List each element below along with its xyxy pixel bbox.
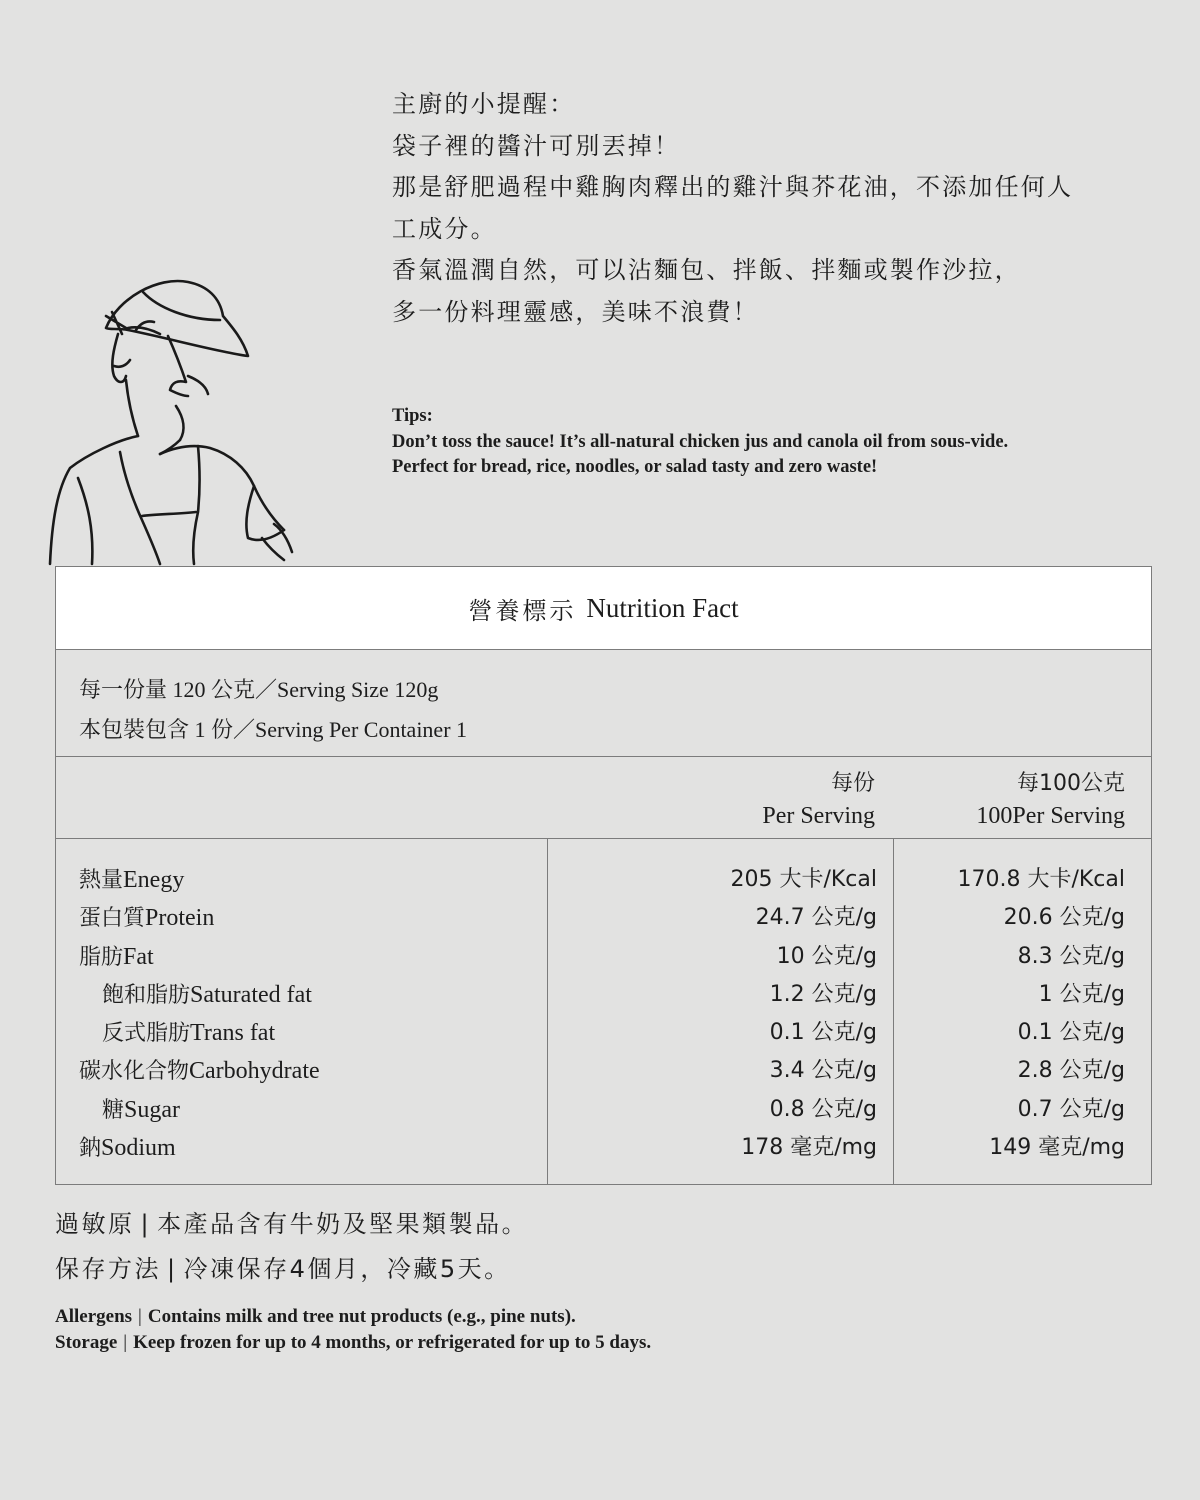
storage-en-label: Storage [55, 1332, 118, 1353]
allergen-en-text: Contains milk and tree nut products (e.g., pine nuts). [147, 1306, 576, 1327]
chef-tip-line: 香氣溫潤自然，可以沾麵包、拌飯、拌麵或製作沙拉， [392, 256, 1021, 284]
allergen-zh-line [55, 1202, 528, 1247]
per-100g-column [894, 839, 1151, 1184]
chef-tip-line: 袋子裡的醬汁可別丟掉！ [392, 131, 681, 160]
per-serving-value: 205 大卡/Kcal [730, 867, 877, 892]
storage-en-line [55, 1330, 651, 1356]
per-serving-value: 1.2 公克/g [769, 981, 877, 1007]
tips-line: Perfect for bread, rice, noodles, or salad tasty and zero waste! [392, 457, 878, 477]
col-per-100g-en: 100Per Serving [976, 803, 1125, 829]
per-serving-value: 3.4 公克/g [769, 1058, 877, 1084]
per-100g-value: 1 公克/g [1038, 981, 1125, 1007]
per-100g-value: 170.8 大卡/Kcal [957, 867, 1125, 892]
nutrient-name: 鈉Sodium [79, 1135, 176, 1162]
tips-en [392, 404, 1182, 481]
per-100g-value: 20.6 公克/g [1003, 905, 1125, 931]
col-per-serving-header [762, 767, 875, 833]
storage-en-text: Keep frozen for up to 4 months, or refrigerated for up to 5 days. [133, 1332, 652, 1353]
nutrition-title-en: Nutrition Fact [586, 592, 739, 623]
storage-zh-label: 保存方法 [55, 1255, 161, 1283]
separator: | [140, 1210, 152, 1238]
storage-zh-line [55, 1247, 528, 1292]
nutrition-title [56, 567, 1151, 650]
allergen-storage-en [55, 1304, 651, 1356]
col-per-100g-zh: 每100公克 [1017, 771, 1125, 796]
allergen-zh-label: 過敏原 [55, 1210, 135, 1238]
servings-per-container: 本包裝包含 1 份／Serving Per Container 1 [79, 717, 468, 742]
per-serving-value: 24.7 公克/g [755, 905, 877, 931]
nutrient-name: 蛋白質Protein [79, 905, 215, 932]
nutrient-rows [56, 839, 1151, 1184]
chef-tip-line: 主廚的小提醒： [392, 90, 576, 118]
separator: | [167, 1255, 178, 1283]
col-per-serving-zh: 每份 [830, 771, 875, 796]
chef-tip-zh [392, 84, 1172, 333]
per-serving-value: 0.8 公克/g [769, 1096, 877, 1122]
nutrition-table [55, 566, 1152, 1185]
nutrient-name: 碳水化合物Carbohydrate [79, 1058, 320, 1085]
per-100g-value: 0.7 公克/g [1017, 1096, 1125, 1122]
column-headers [56, 757, 1151, 839]
per-100g-value: 149 毫克/mg [989, 1135, 1125, 1161]
chef-tip-line: 工成分。 [392, 214, 497, 243]
per-serving-value: 10 公克/g [776, 943, 877, 969]
col-per-serving-en: Per Serving [762, 803, 875, 829]
allergen-en-line [55, 1304, 651, 1330]
serving-size: 每一份量 120 公克／Serving Size 120g [79, 677, 439, 702]
chef-illustration [48, 268, 308, 568]
allergen-zh-text: 本產品含有牛奶及堅果類製品。 [157, 1210, 529, 1238]
storage-zh-text: 冷凍保存4個月，冷藏5天。 [183, 1255, 511, 1283]
nutrient-name-column [56, 839, 548, 1184]
allergen-en-label: Allergens [55, 1306, 133, 1327]
separator: | [123, 1332, 128, 1353]
nutrition-title-zh: 營養標示 [468, 596, 577, 625]
per-100g-value: 8.3 公克/g [1017, 943, 1125, 969]
nutrient-name: 糖Sugar [102, 1096, 181, 1123]
nutrient-name: 熱量Enegy [79, 867, 185, 893]
tips-line: Don’t toss the sauce! It’s all-natural chicken jus and canola oil from sous-vide. [392, 431, 1009, 452]
per-100g-value: 0.1 公克/g [1017, 1020, 1125, 1046]
col-per-100g-header [976, 767, 1125, 833]
separator: | [138, 1306, 142, 1327]
tips-label: Tips: [392, 406, 433, 426]
nutrient-name: 飽和脂肪Saturated fat [102, 981, 312, 1008]
nutrient-name: 反式脂肪Trans fat [102, 1020, 276, 1047]
per-serving-value: 178 毫克/mg [741, 1135, 877, 1161]
per-100g-value: 2.8 公克/g [1017, 1058, 1125, 1084]
nutrient-name: 脂肪Fat [79, 943, 154, 970]
chef-tip-line: 那是舒肥過程中雞胸肉釋出的雞汁與芥花油，不添加任何人 [392, 173, 1074, 201]
per-serving-value: 0.1 公克/g [769, 1020, 877, 1046]
allergen-storage-zh [55, 1202, 528, 1292]
chef-tip-line: 多一份料理靈感，美味不浪費！ [392, 297, 759, 326]
per-serving-column [548, 839, 894, 1184]
serving-info [56, 650, 1151, 757]
